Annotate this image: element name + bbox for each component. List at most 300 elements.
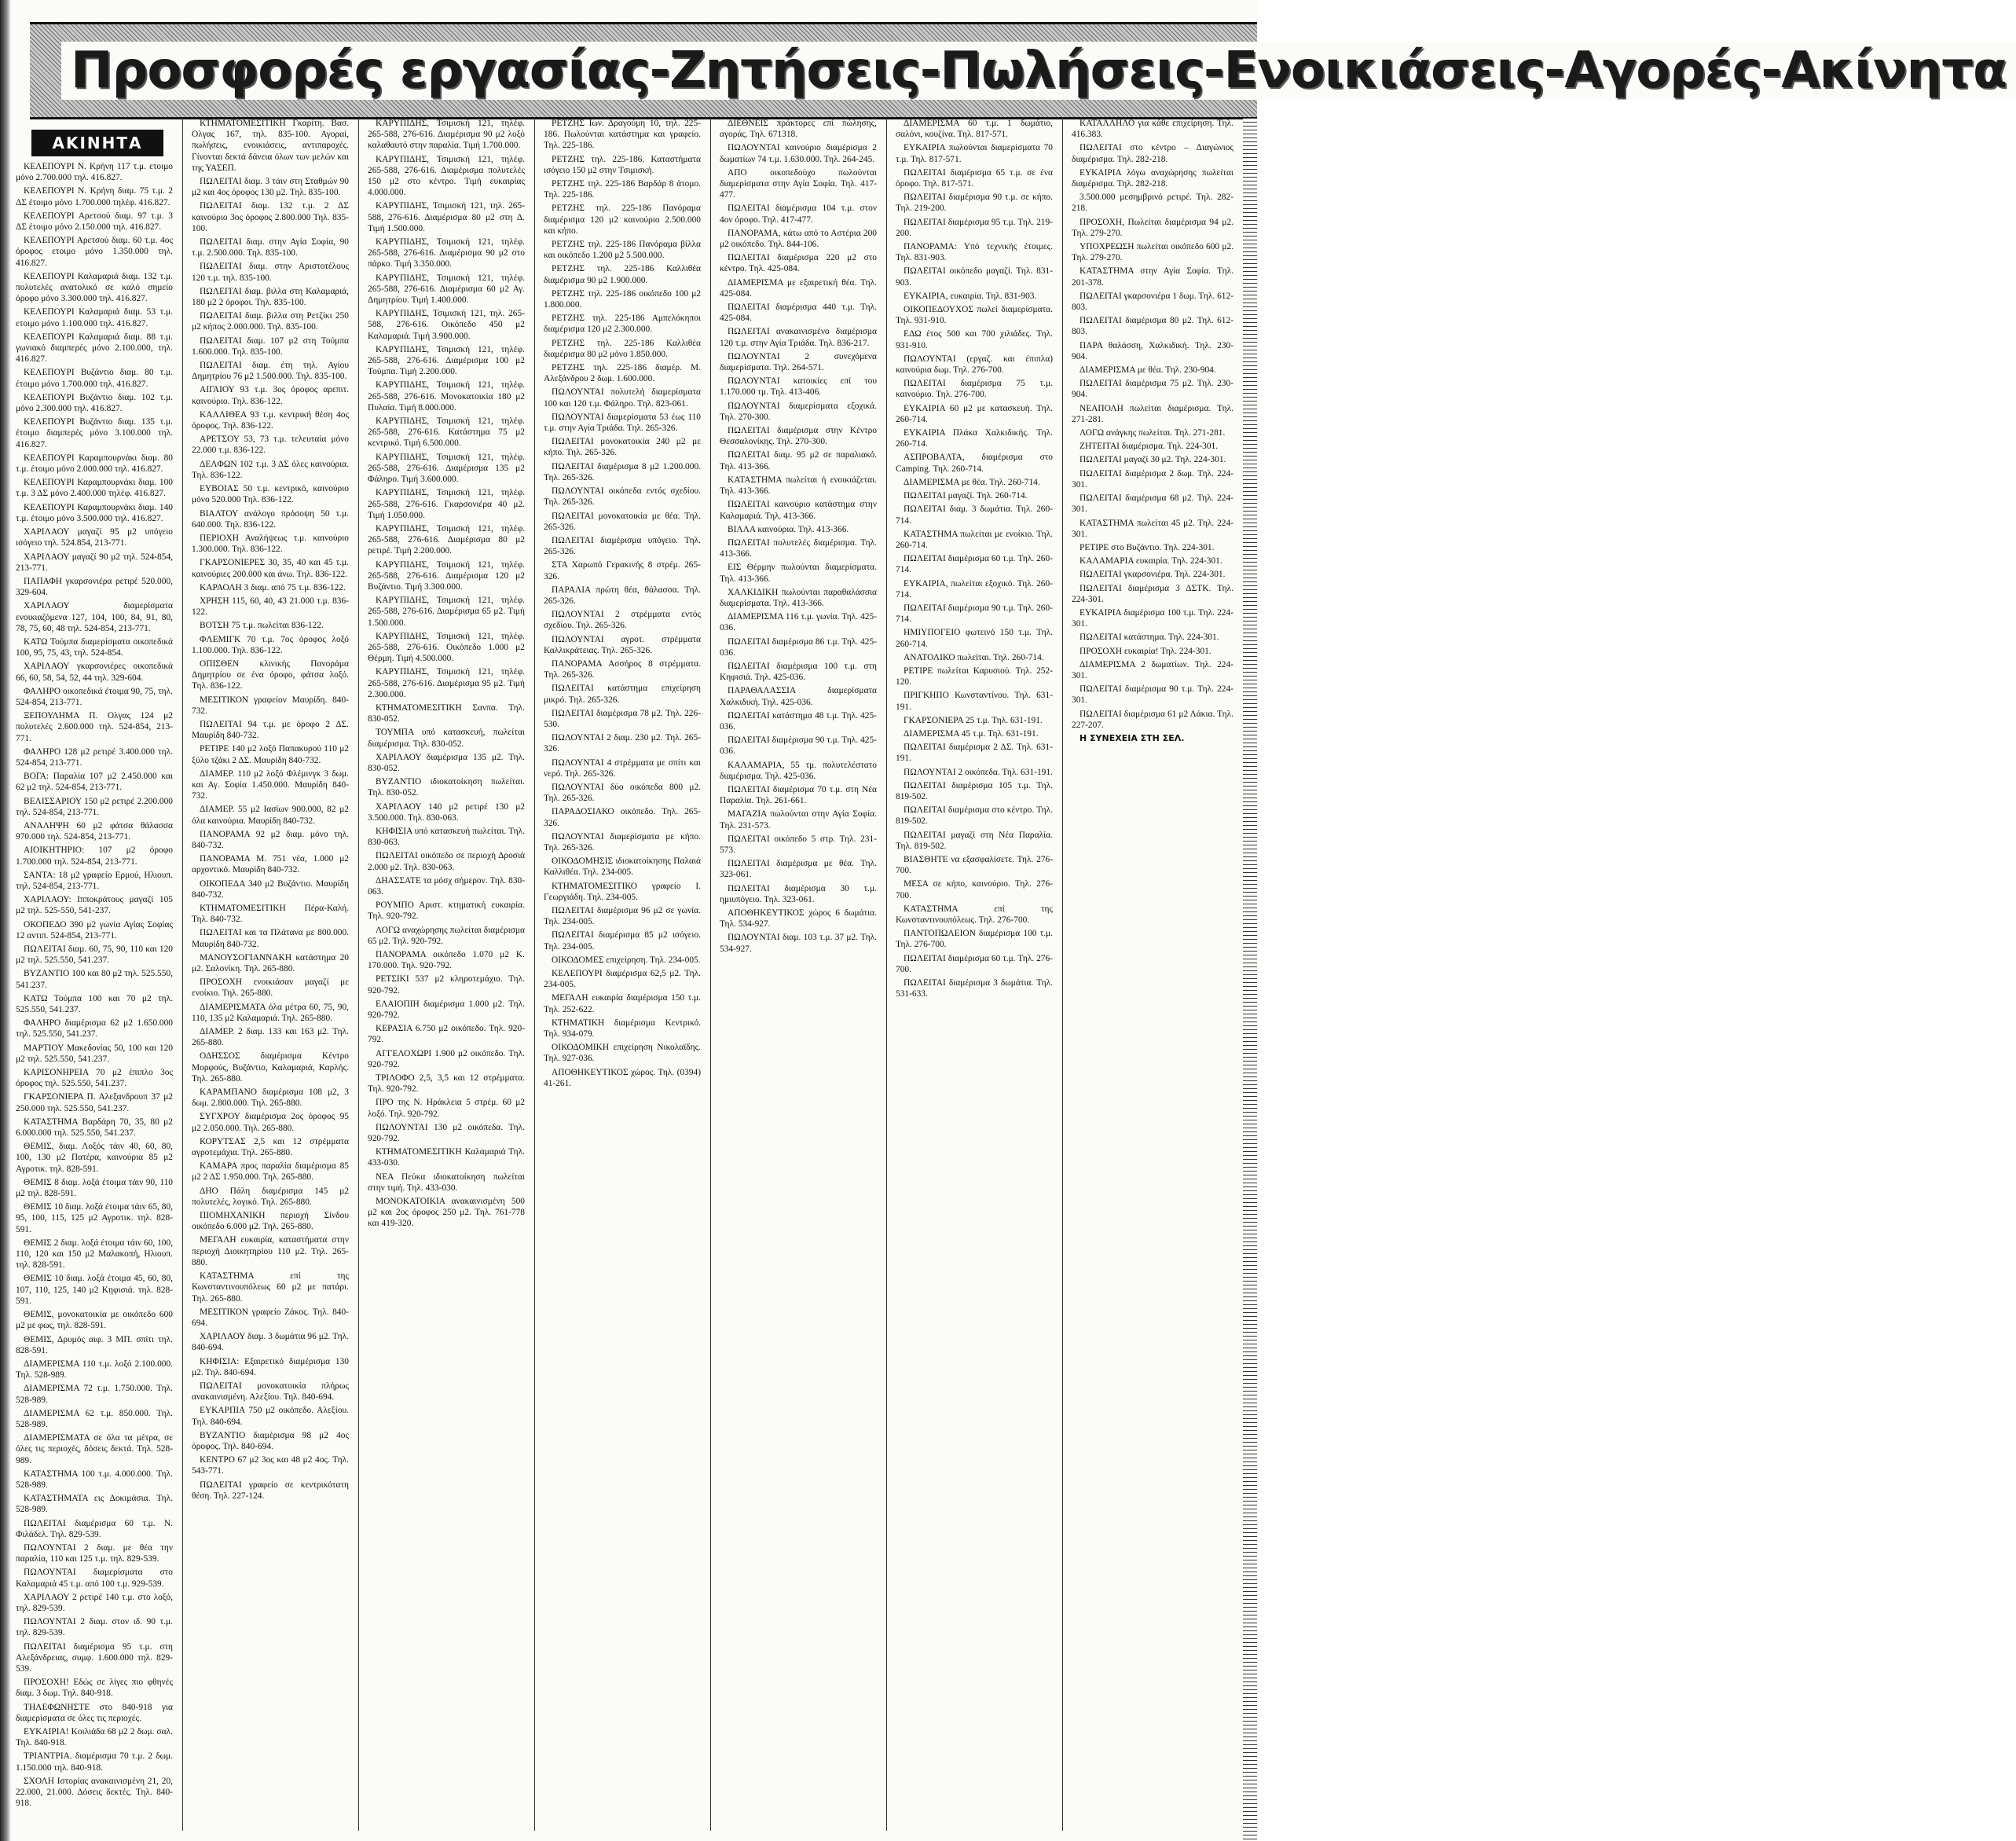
- classified-ad: ΚΑΡΥΠΙΔΗΣ, Τσιμισκή 121, τηλέφ. 265-588, 276-616. Διαμέρισμα 80 μ2 ρετιρέ. Τιμή 2.200.000.: [368, 523, 525, 556]
- classified-ad: ΡΕΤΖΗΣ τηλ. 225-186 Αμπελόκηποι διαμέρισμα 120 μ2 2.300.000.: [544, 314, 701, 335]
- classified-ad: ΚΑΡΥΠΙΔΗΣ, Τσιμισκή 121, τηλέφ. 265-588, 276-616. Διαμέρισμα 95 μ2. Τιμή 2.300.000.: [368, 667, 525, 699]
- classified-ad: ΧΑΡΙΛΑΟΥ 140 μ2 ρετιρέ 130 μ2 3.500.000. Τηλ. 830-063.: [368, 801, 525, 823]
- classified-ad: ΠΑΡΑΔΟΣΙΑΚΟ οικόπεδο. Τηλ. 265-326.: [544, 807, 701, 828]
- classified-ad: ΠΩΛΕΙΤΑΙ διαμέρισμα 85 μ2 ισόγειο. Τηλ. 234-005.: [544, 930, 701, 952]
- classified-ad: ΕΥΚΑΙΡΙΑ! Κοιλιάδα 68 μ2 2 δωμ. σαλ. Τηλ. 840-918.: [16, 1727, 173, 1748]
- classified-ad: ΡΕΤΖΗΣ τηλ. 225-186. Καταστήματα ισόγειο 150 μ2 στην Τσιμισκή.: [544, 154, 701, 175]
- classified-ad: ΜΑΓΑΖΙΑ πωλούνται στην Αγία Σοφία. Τηλ. 231-573.: [720, 809, 877, 831]
- classified-ad: ΠΩΛΟΥΝΤΑΙ αγροτ. στρέμματα Καλλικράτειας. Τηλ. 265-326.: [544, 634, 701, 655]
- classifieds-banner: [30, 22, 2007, 119]
- classified-ad: ΓΚΑΡΣΟΝΙΕΡΕΣ 30, 35, 40 και 45 τ.μ. καινούριες 200.000 και άνω. Τηλ. 836-122.: [192, 558, 349, 579]
- classified-ad: ΡΕΤΙΡΕ στο Βυζάντιο. Τηλ. 224-301.: [1079, 542, 1215, 552]
- classified-ad: ΚΕΛΕΠΟΥΡΙ Καραμπουρνάκι διαμ. 100 τ.μ. 3 ΔΣ μόνο 2.400.000 τηλέφ. 416.827.: [16, 478, 173, 499]
- classified-ad: ΜΑΡΤΙΟΥ Μακεδονίας 50, 100 και 120 μ2 τηλ. 525.550, 541.237.: [16, 1043, 173, 1064]
- classified-ad: ΠΑΝΟΡΑΜΑ: Υπό τεχνικής έτοιμες. Τηλ. 831-903.: [896, 242, 1053, 263]
- classified-ad: ΑΙΟΙΚΗΤΗΡΙΟ: 107 μ2 όροφο 1.700.000 τηλ. 524-854, 213-771.: [16, 845, 173, 867]
- classified-ad: ΕΛΑΙΟΠΙΗ διαμέρισμα 1.000 μ2. Τηλ. 920-792.: [368, 999, 525, 1021]
- classified-ad: ΔΗΟ Πάλη διαμέρισμα 145 μ2 πολυτελές, λογικό. Τηλ. 265-880.: [192, 1186, 349, 1207]
- classified-ad: ΠΩΛΕΙΤΑΙ διαμέρισμα στην Κέντρο Θεσσαλονίκης. Τηλ. 270-300.: [720, 426, 877, 447]
- classified-ad: ΠΩΛΕΙΤΑΙ διαμέρισμα 61 μ2 Λάκια. Τηλ. 227-207.: [1072, 709, 1233, 730]
- classified-ad: ΔΗΑΣΣΑΤΕ τα μόσχ σήμερον. Τηλ. 830-063.: [368, 875, 525, 897]
- classified-ad: ΑΝΑΤΟΛΙΚΟ πωλείται. Τηλ. 260-714.: [904, 652, 1044, 662]
- classified-ad: ΠΩΛΟΥΝΤΑΙ κατοικίες επί του 1.170.000 τμ. Τηλ. 413-406.: [720, 376, 877, 398]
- classified-ad: ΠΑΡΑ θαλάσση, Χαλκιδική. Τηλ. 230-904.: [1072, 340, 1233, 361]
- classified-ad: ΒΥΖΑΝΤΙΟ διαμέρισμα 98 μ2 4ος όροφος. Τηλ. 840-694.: [192, 1430, 349, 1451]
- classified-ad: ΠΩΛΕΙΤΑΙ καινούριο κατάστημα στην Καλαμαριά. Τηλ. 413-366.: [720, 500, 877, 521]
- classified-ad: ΚΕΛΕΠΟΥΡΙ Αρετσού διαμ. 97 τ.μ. 3 ΔΣ έτοιμο μόνο 2.150.000 τηλ. 416.827.: [16, 211, 173, 233]
- classified-ad: ΠΩΛΕΙΤΑΙ διαμ. 107 μ2 στη Τούμπα 1.600.000. Τηλ. 835-100.: [192, 336, 349, 357]
- classified-ad: ΠΩΛΟΥΝΤΑΙ διαμερίσματα με κήπο. Τηλ. 265-326.: [544, 831, 701, 853]
- classified-ad: ΔΙΑΜΕΡ. 55 μ2 Ιασίων 900.000, 82 μ2 όλα καινούρια. Μαυρίδη 840-732.: [192, 805, 349, 826]
- classified-ad: ΚΑΤΩ Τούμπα 100 και 70 μ2 τηλ. 525.550, 541.237.: [16, 993, 173, 1015]
- classified-ad: ΠΩΛΕΙΤΑΙ διαμ. 3 τάιν στη Σταθμών 90 μ2 και 4ος όροφος 130 μ2. Τηλ. 835-100.: [192, 177, 349, 198]
- classified-ad: ΠΩΛΕΙΤΑΙ διαμ. 60, 75, 90, 110 και 120 μ2 τηλ. 525.550, 541.237.: [16, 944, 173, 966]
- classified-ad: ΕΙΣ Θέρμην πωλούνται διαμερίσματα. Τηλ. 413-366.: [720, 563, 877, 584]
- classified-ad: ΕΥΚΑΙΡΙΑ διαμέρισμα 100 τ.μ. Τηλ. 224-301.: [1072, 607, 1233, 629]
- classified-ad: ΚΑΤΑΣΤΗΜΑΤΑ εις Δοκιμάσια. Τηλ. 528-989.: [16, 1494, 173, 1515]
- classified-ad: ΧΑΡΙΛΑΟΥ 2 ρετιρέ 140 τ.μ. στο λοξό, τηλ. 829-539.: [16, 1592, 173, 1613]
- classified-ad: ΠΡΟΣΟΧΗ ενοικιάσαν μαγαζί με ενοίκιο. Τηλ. 265-880.: [192, 977, 349, 999]
- classified-ad: ΟΙΚΟΔΟΜΗΣΙΣ ιδιοκατοίκησης Παλαιά Καλλιθέα. Τηλ. 234-005.: [544, 856, 701, 878]
- classified-ad: ΠΩΛΕΙΤΑΙ διαμέρισμα 68 μ2. Τηλ. 224-301.: [1072, 493, 1233, 515]
- classified-ad: ΚΑΡΥΠΙΔΗΣ, Τσιμισκή 121, τηλέφ. 265-588, 276-616. Διαμέρισμα 100 μ2 Τούμπα. Τιμή 2.200.000.: [368, 344, 525, 377]
- classified-ad: ΧΡΗΣΗ 115, 60, 40, 43 21.000 τ.μ. 836-122.: [192, 596, 349, 618]
- classified-ad: ΘΕΜΙΣ, μονοκατοικία με οικόπεδο 600 μ2 με φως, τηλ. 828-591.: [16, 1310, 173, 1331]
- classified-ad: ΤΗΛΕΦΩΝΗΣΤΕ στο 840-918 για διαμερίσματα σε όλες τις περιοχές.: [16, 1702, 173, 1723]
- classified-ad: ΣΥΓΧΡΟΥ διαμέρισμα 2ος όροφος 95 μ2 2.050.000. Τηλ. 265-880.: [192, 1112, 349, 1133]
- classified-ad: ΠΩΛΕΙΤΑΙ διαμ. έτη τηλ. Αγίου Δημητρίου 76 μ2 1.500.000. Τηλ. 835-100.: [192, 361, 349, 382]
- classified-ad: ΠΩΛΕΙΤΑΙ 94 τ.μ. με όροφο 2 ΔΣ. Μαυρίδη 840-732.: [192, 719, 349, 741]
- classified-ad: ΠΑΡΑΛΙΑ πρώτη θέα, θάλασσα. Τηλ. 265-326.: [544, 585, 701, 606]
- classified-ad: ΠΩΛΕΙΤΑΙ διαμέρισμα 60 τ.μ. Τηλ. 260-714.: [896, 554, 1053, 575]
- page-edge-shadow: [0, 0, 11, 1841]
- classified-ad: ΠΩΛΟΥΝΤΑΙ διαμ. 103 τ.μ. 37 μ2. Τηλ. 534-927.: [720, 933, 877, 954]
- classified-ad: ΔΙΑΜΕΡ. 2 διαμ. 133 και 163 μ2. Τηλ. 265-880.: [192, 1027, 349, 1048]
- classified-ad: ΑΣΠΡΟΒΑΛΤΑ, διαμέρισμα στο Camping. Τηλ. 260-714.: [896, 453, 1053, 474]
- classified-ad: ΠΩΛΟΥΝΤΑΙ καινούριο διαμέρισμα 2 δωματίων 74 τ.μ. 1.630.000. Τηλ. 264-245.: [720, 143, 877, 164]
- classified-ad: ΠΩΛΕΙΤΑΙ μαγαζί. Τηλ. 260-714.: [904, 491, 1028, 501]
- classified-ad: ΕΥΚΑΡΠΙΑ 750 μ2 οικόπεδο. Αλεξίου. Τηλ. 840-694.: [192, 1406, 349, 1427]
- classified-column-5: [720, 118, 877, 1831]
- classified-ad: ΠΩΛΕΙΤΑΙ διαμέρισμα υπόγειο. Τηλ. 265-326.: [544, 535, 701, 557]
- classified-ad: ΠΑΝΟΡΑΜΑ Μ. 751 νέα, 1.000 μ2 αρχοντικό. Μαυρίδη 840-732.: [192, 854, 349, 875]
- classified-ad: ΧΑΡΙΛΑΟΥ μαγαζί 95 μ2 υπόγειο ισόγειο τηλ. 524.854, 213-771.: [16, 527, 173, 548]
- classified-ad: ΚΕΛΕΠΟΥΡΙ Βυζάντιο διαμ. 102 τ.μ. μόνο 2.300.000 τηλ. 416.827.: [16, 392, 173, 414]
- classified-ad: ΒΙΑΣΘΗΤΕ να εξασφαλίσετε. Τηλ. 276-700.: [896, 854, 1053, 876]
- classified-ad: ΠΩΛΟΥΝΤΑΙ (εργαζ. και έπιπλα) καινούρια δωμ. Τηλ. 276-700.: [896, 354, 1053, 376]
- classified-ad: ΜΕΓΑΛΗ ευκαιρία, καταστήματα στην περιοχή Διοικητηρίου 110 μ2. Τηλ. 265-880.: [192, 1235, 349, 1267]
- classified-ad: ΘΕΜΙΣ 2 διαμ. λοξά έτοιμα τάιν 60, 100, 110, 120 και 150 μ2 Μαλακοπή, Ηλιουπ. τηλ. 828-591.: [16, 1238, 173, 1271]
- classified-ad: ΔΙΑΜΕΡΙΣΜΑ 72 τ.μ. 1.750.000. Τηλ. 528-989.: [16, 1384, 173, 1405]
- classified-ad: ΠΩΛΕΙΤΑΙ διαμέρισμα 2 ΔΣ. Τηλ. 631-191.: [896, 743, 1053, 764]
- classified-ad: ΔΙΑΜΕΡ. 110 μ2 λοξό Φλέμινγκ 3 δωμ. και Αγ. Σοφία 1.450.000. Μαυρίδη 840-732.: [192, 768, 349, 801]
- classified-ad: ΧΑΡΙΛΑΟΥ διαμέρισμα 135 μ2. Τηλ. 830-052.: [368, 752, 525, 773]
- classified-ad: ΠΩΛΕΙΤΑΙ μονοκατοικία με θέα. Τηλ. 265-326.: [544, 511, 701, 532]
- classified-ad: ΣΧΟΛΗ Ιστορίας ανακαινισμένη 21, 20, 22.000, 21.000. Δόσεις δεκτές. Τηλ. 840-918.: [16, 1776, 173, 1809]
- classified-ad: ΟΔΗΣΣΟΣ διαμέρισμα Κέντρο Μορφούς, Βυζάντιο, Καλαμαριά, Καρλής. Τηλ. 265-880.: [192, 1051, 349, 1084]
- classified-ad: ΒΟΓΑ: Παραλία 107 μ2 2.450.000 και 62 μ2 τηλ. 524-854, 213-771.: [16, 772, 173, 793]
- classified-ad: ΔΙΑΜΕΡΙΣΜΑ με θέα. Τηλ. 260-714.: [904, 477, 1040, 487]
- classified-ad: ΠΩΛΕΙΤΑΙ οικόπεδο μαγαζί. Τηλ. 831-903.: [896, 266, 1053, 288]
- classified-ad: ΚΕΛΕΠΟΥΡΙ Ν. Κρήνη διαμ. 75 τ.μ. 2 ΔΣ έτοιμο μόνο 1.700.000 τηλέφ. 416.827.: [16, 186, 173, 207]
- classified-ad: ΔΙΑΜΕΡΙΣΜΑ 60 τ.μ. 1 δωμάτιο, σαλόνι, κουζίνα. Τηλ. 817-571.: [896, 119, 1053, 140]
- classified-ad: ΚΤΗΜΑΤΟΜΕΣΙΤΙΚΗ Πέρα-Καλή. Τηλ. 840-732.: [192, 904, 349, 925]
- classified-ad: ΠΩΛΕΙΤΑΙ διαμέρισμα 105 τ.μ. Τηλ. 819-502.: [896, 780, 1053, 801]
- column-rule: [886, 118, 887, 1831]
- classified-ad: ΠΩΛΕΙΤΑΙ διαμέρισμα 78 μ2. Τηλ. 226-530.: [544, 708, 701, 729]
- classified-column-2: [192, 118, 349, 1831]
- classified-ad: ΑΝΑΛΗΨΗ 60 μ2 φάτσα θάλασσα 970.000 τηλ. 524-854, 213-771.: [16, 820, 173, 842]
- classified-ad: ΚΕΡΑΣΙΑ 6.750 μ2 οικόπεδο. Τηλ. 920-792.: [368, 1024, 525, 1045]
- classified-ad: ΠΩΛΕΙΤΑΙ κατάστημα. Τηλ. 224-301.: [1079, 633, 1219, 643]
- classified-ad: ΚΑΤΑΣΤΗΜΑ πωλείται 45 μ2. Τηλ. 224-301.: [1072, 518, 1233, 539]
- classified-ad: ΓΚΑΡΣΟΝΙΕΡΑ Π. Αλεξανδρουπ 37 μ2 250.000 τηλ. 525.550, 541.237.: [16, 1092, 173, 1113]
- classified-ad: ΜΑΝΟΥΣΟΓΙΑΝΝΑΚΗ κατάστημα 20 μ2. Σαλονίκη. Τηλ. 265-880.: [192, 952, 349, 974]
- classified-ad: ΠΩΛΟΥΝΤΑΙ διαμερίσματα εξοχικά. Τηλ. 270-300.: [720, 401, 877, 422]
- classified-ad: ΦΑΛΗΡΟ οικοπεδικά έτοιμα 90, 75, τηλ. 524-854, 213-771.: [16, 686, 173, 707]
- classified-ad: ΡΕΤΖΗΣ τηλ. 225-186 Βαρδάρ 8 άτομο. Τηλ. 225-186.: [544, 179, 701, 200]
- classified-ad: ΑΡΕΤΣΟΥ 53, 73 τ.μ. τελευταία μόνο 22.000 τ.μ. 836-122.: [192, 435, 349, 456]
- classified-ad: ΠΩΛΕΙΤΑΙ πολυτελές διαμέρισμα. Τηλ. 413-366.: [720, 537, 877, 559]
- classified-ad: ΠΩΛΕΙΤΑΙ και τα Πλάτανα με 800.000. Μαυρίδη 840-732.: [192, 928, 349, 949]
- classified-ad: ΠΩΛΕΙΤΑΙ διαμέρισμα 2 δωμ. Τηλ. 224-301.: [1072, 468, 1233, 490]
- classified-ad: ΠΩΛΕΙΤΑΙ διαμ. 3 δωμάτια. Τηλ. 260-714.: [896, 504, 1053, 526]
- classified-ad: ΠΑΠΑΦΗ γκαρσονιέρα ρετιρέ 520.000, 329-604.: [16, 576, 173, 598]
- classified-ad: ΡΟΥΜΠΟ Αριστ. κτηματική ευκαιρία. Τηλ. 920-792.: [368, 900, 525, 922]
- classified-ad: ΠΩΛΕΙΤΑΙ διαμέρισμα 90 τ.μ. Τηλ. 224-301.: [1072, 684, 1233, 706]
- classified-ad: ΕΥΚΑΙΡΙΑ λόγω αναχώρησης πωλείται διαμέρισμα. Τηλ. 282-218.: [1072, 167, 1233, 189]
- classified-ad: ΠΑΝΟΡΑΜΑ, κάτω από το Αστέρια 200 μ2 οικόπεδο. Τηλ. 844-106.: [720, 228, 877, 250]
- classified-ad: ΠΩΛΕΙΤΑΙ διαμέρισμα 95 τ.μ. στη Αλεξάνδρειας, συμφ. 1.600.000 τηλ. 829-539.: [16, 1641, 173, 1674]
- classified-ad: ΜΕΣΙΤΙΚΟΝ γραφείο Ζάκος. Τηλ. 840-694.: [192, 1307, 349, 1328]
- classified-ad: ΕΥΚΑΙΡΙΑ πωλούνται διαμερίσματα 70 τ.μ. Τηλ. 817-571.: [896, 143, 1053, 164]
- classified-ad: ΠΩΛΕΙΤΑΙ γκαρσονιέρα 1 δωμ. Τηλ. 612-803.: [1072, 291, 1233, 313]
- classified-ad: ΚΕΛΕΠΟΥΡΙ Βυζάντιο διαμ. 135 τ.μ. έτοιμο διαμπερές μόνο 3.100.000 τηλ. 416.827.: [16, 417, 173, 449]
- classified-ad: ΧΑΡΙΛΑΟΥ διαμερίσματα ενοικιαζόμενα 127, 104, 100, 84, 91, 80, 78, 75, 60, 48 τηλ. 524-854, 213-771.: [16, 601, 173, 633]
- classified-ad: ΠΩΛΟΥΝΤΑΙ 2 διαμ. 230 μ2. Τηλ. 265-326.: [544, 733, 701, 754]
- classified-ad: ΚΑΤΑΛΛΗΛΟ για κάθε επιχείρηση. Τηλ. 416.383.: [1072, 119, 1233, 140]
- classified-ad: ΚΑΤΑΣΤΗΜΑ πωλείται με ενοίκιο. Τηλ. 260-714.: [896, 529, 1053, 550]
- classified-ad: ΠΩΛΕΙΤΑΙ διαμ. στην Αριστοτέλους 120 τ.μ. τηλ. 835-100.: [192, 262, 349, 283]
- classified-ad: ΠΡΟΣΟΧΗ ευκαιρία! Τηλ. 224-301.: [1079, 646, 1211, 656]
- classified-ad: ΠΑΝΟΡΑΜΑ Ασσήρος 8 στρέμματα. Τηλ. 265-326.: [544, 658, 701, 680]
- classified-ad: ΚΑΡΥΠΙΔΗΣ, Τσιμισκή 121, τηλέφ. 265-588, 276-616. Διαμέρισμα 135 μ2 Φάληρο. Τιμή 3.600.000.: [368, 452, 525, 485]
- classified-ad: ΜΕΣΑ σε κήπο, καινούριο. Τηλ. 276-700.: [896, 879, 1053, 900]
- classified-ad: ΒΟΤΣΗ 75 τ.μ. πωλείται 836-122.: [200, 621, 324, 631]
- classified-ad: ΠΑΝΤΟΠΩΛΕΙΟΝ διαμέρισμα 100 τ.μ. Τηλ. 276-700.: [896, 929, 1053, 950]
- classified-ad: ΠΡΙΓΚΗΠΟ Κωνσταντίνου. Τηλ. 631-191.: [896, 691, 1053, 712]
- classified-ad: ΞΕΠΟΥΛΗΜΑ Π. Ολγας 124 μ2 πολυτελές 2.600.000 τηλ. 524-854, 213-771.: [16, 711, 173, 743]
- classified-ad: ΟΙΚΟΔΟΜΕΣ επιχείρηση. Τηλ. 234-005.: [552, 955, 701, 965]
- classified-ad: ΠΩΛΕΙΤΑΙ διαμέρισμα 80 μ2. Τηλ. 612-803.: [1072, 316, 1233, 337]
- classified-ad: ΑΓΓΕΛΟΧΩΡΙ 1.900 μ2 οικόπεδο. Τηλ. 920-792.: [368, 1048, 525, 1069]
- classified-ad: ΚΑΡΑΟΛΗ 3 διαμ. από 75 τ.μ. 836-122.: [200, 582, 346, 592]
- classified-ad: ΚΕΛΕΠΟΥΡΙ Καλαμαριά διαμ. 53 τ.μ. ετοιμο μόνο 1.100.000 τηλ. 416.827.: [16, 307, 173, 328]
- classified-ad: ΚΑΡΥΠΙΔΗΣ, Τσιμισκή 121, τηλέφ. 265-588, 276-616. Μονοκατοικία 180 μ2 Πυλαία. Τιμή 8.000.000.: [368, 380, 525, 413]
- classified-ad: ΠΩΛΕΙΤΑΙ μονοκατοικία πλήρως ανακαινισμένη. Αλεξίου. Τηλ. 840-694.: [192, 1381, 349, 1403]
- classified-ad: ΕΥΚΑΙΡΙΑ, πωλείται εξοχικό. Τηλ. 260-714.: [896, 578, 1053, 600]
- classified-ad: ΠΩΛΕΙΤΑΙ οικόπεδο σε περιοχή Δροσιά 2.000 μ2. Τηλ. 830-063.: [368, 851, 525, 872]
- classified-ad: ΚΑΡΥΠΙΔΗΣ, Τσιμισκή 121, τηλέφ. 265-588, 276-616. Διαμέρισμα 60 μ2 Αγ. Δημητρίου. Τιμή 1.400.000.: [368, 273, 525, 306]
- classified-ad: ΒΥΖΑΝΤΙΟ 100 και 80 μ2 τηλ. 525.550, 541.237.: [16, 969, 173, 990]
- classified-ad: ΠΩΛΕΙΤΑΙ διαμέρισμα 90 τ.μ. Τηλ. 260-714.: [896, 603, 1053, 625]
- classified-ad: ΧΑΡΙΛΑΟΥ μαγαζί 90 μ2 τηλ. 524-854, 213-771.: [16, 552, 173, 573]
- classified-ad: 3.500.000 μεσημβρινό ρετιρέ. Τηλ. 282-218.: [1072, 193, 1233, 214]
- classified-ad: ΠΩΛΕΙΤΑΙ διαμέρισμα 90 τ.μ. Τηλ. 425-036.: [720, 735, 877, 757]
- classified-ad: ΒΥΖΑΝΤΙΟ ιδιοκατοίκηση πωλείται. Τηλ. 830-052.: [368, 777, 525, 798]
- classified-ad: ΠΩΛΕΙΤΑΙ διαμέρισμα 70 τ.μ. στη Νέα Παραλία. Τηλ. 261-661.: [720, 784, 877, 806]
- classified-column-6: [896, 118, 1053, 1831]
- classified-ad: ΚΑΡΥΠΙΔΗΣ, Τσιμισκή 121, τηλέφ. 265-588, 276-616. Κατάστημα 75 μ2 κεντρικό. Τιμή 6.500.000.: [368, 416, 525, 449]
- classified-ad: ΧΑΡΙΛΑΟΥ διαμ. 3 δωμάτια 96 μ2. Τηλ. 840-694.: [192, 1332, 349, 1353]
- classified-ad: ΚΑΤΩ Τούμπα διαμερίσματα οικοπεδικά 100, 95, 75, 43, τηλ. 524-854.: [16, 636, 173, 658]
- classified-ad: ΒΙΑΛΤΟΥ ανάλογο πρόσοψη 50 τ.μ. 640.000. Τηλ. 836-122.: [192, 508, 349, 530]
- classified-ad: ΠΕΡΙΟΧΗ Αναλήψεως τ.μ. καινούριο 1.300.000. Τηλ. 836-122.: [192, 533, 349, 555]
- classified-ad: ΚΑΛΛΙΘΕΑ 93 τ.μ. κεντρική θέση 4ος όροφος. Τηλ. 836-122.: [192, 409, 349, 431]
- classified-ad: ΠΩΛΟΥΝΤΑΙ 4 στρέμματα με σπίτι και νερό. Τηλ. 265-326.: [544, 757, 701, 779]
- classified-ad: ΧΑΛΚΙΔΙΚΗ πωλούνται παραθαλάσσια διαμερίσματα. Τηλ. 413-366.: [720, 587, 877, 608]
- classified-ad: ΔΙΑΜΕΡΙΣΜΑ 62 τ.μ. 850.000. Τηλ. 528-989.: [16, 1408, 173, 1429]
- classified-ad: ΚΕΛΕΠΟΥΡΙ Καραμπουρνάκι διαμ. 140 τ.μ. έτοιμο μόνο 3.500.000 τηλ. 416.827.: [16, 502, 173, 523]
- classified-ad: ΠΩΛΕΙΤΑΙ οικόπεδο 5 στρ. Τηλ. 231-573.: [720, 834, 877, 855]
- classified-ad: ΠΩΛΟΥΝΤΑΙ 2 στρέμματα εντός σχεδίου. Τηλ. 265-326.: [544, 610, 701, 631]
- classified-ad: ΝΕΑΠΟΛΗ πωλείται διαμέρισμα. Τηλ. 271-281.: [1072, 403, 1233, 424]
- classified-ad: ΥΠΟΧΡΕΩΣΗ πωλείται οικόπεδο 600 μ2. Τηλ. 279-270.: [1072, 242, 1233, 263]
- classified-ad: ΝΕΑ Πεύκα ιδιοκατοίκηση πωλείται στην τιμή. Τηλ. 433-030.: [368, 1172, 525, 1193]
- classified-ad: ΚΑΡΥΠΙΔΗΣ, Τσιμισκή 121, τηλέφ. 265-588, 276-616. Διαμέρισμα 90 μ2 στο πάρκο. Τιμή 3.350.000.: [368, 237, 525, 270]
- classified-ad: ΠΩΛΕΙΤΑΙ διαμέρισμα 100 τ.μ. στη Κηφισιά. Τηλ. 425-036.: [720, 661, 877, 683]
- classified-ad: ΑΠΟ οικοπεδούχο πωλούνται διαμερίσματα στην Αγία Σοφία. Τηλ. 417-477.: [720, 167, 877, 200]
- classified-ad: ΚΕΛΕΠΟΥΡΙ Αρετσού διαμ. 60 τ.μ. 4ος όροφος ετοιμο μόνο 1.350.000 τηλ. 416.827.: [16, 236, 173, 268]
- classified-ad: ΠΩΛΕΙΤΑΙ διαμέρισμα 96 μ2 σε γωνία. Τηλ. 234-005.: [544, 906, 701, 927]
- classified-ad: ΔΙΑΜΕΡΙΣΜΑΤΑ όλα μέτρα 60, 75, 90, 110, 135 μ2 Καλαμαριά. Τηλ. 265-880.: [192, 1002, 349, 1023]
- classified-ad: ΡΕΤΖΗΣ Ιων. Δραγούμη 10, τηλ. 225-186. Πωλούνται κατάστημα και γραφείο. Τηλ. 225-186.: [544, 119, 701, 151]
- classified-ad: ΛΟΓΩ αναχώρησης πωλείται διαμέρισμα 65 μ2. Τηλ. 920-792.: [368, 925, 525, 946]
- classified-ad: ΒΕΛΙΣΣΑΡΙΟΥ 150 μ2 ρετιρέ 2.200.000 τηλ. 524-854, 213-771.: [16, 796, 173, 817]
- classified-ad: ΚΕΛΕΠΟΥΡΙ διαμέρισμα 62,5 μ2. Τηλ. 234-005.: [544, 969, 701, 990]
- classified-ad: ΠΩΛΕΙΤΑΙ μαγαζί 30 μ2. Τηλ. 224-301.: [1079, 455, 1226, 465]
- classified-ad: ΠΩΛΕΙΤΑΙ γραφείο σε κεντρικότατη θέση. Τηλ. 227-124.: [192, 1480, 349, 1501]
- classified-ad: ΘΕΜΙΣ, διαμ. Λοξός τάιν 40, 60, 80, 100, 130 μ2 Πατέρα, καινούρια 85 μ2 Αγροτικ. τηλ. 828-591.: [16, 1142, 173, 1174]
- classified-ad: ΕΥΚΑΙΡΙΑ, ευκαιρία. Τηλ. 831-903.: [904, 291, 1037, 301]
- classified-ad: ΡΕΤΙΡΕ 140 μ2 λοξό Παπακυρού 110 μ2 ξύλο τζάκι 2 ΔΣ. Μαυρίδη 840-732.: [192, 744, 349, 765]
- classified-ad: ΚΑΡΥΠΙΔΗΣ, Τσιμισκή 121, τηλέφ. 265-588, 276-616. Διαμέρισμα πολυτελές 150 μ2 στο κέντρο. Τιμή ευκαιρίας 4.000.000.: [368, 154, 525, 198]
- classified-ad: ΔΕΛΦΩΝ 102 τ.μ. 3 ΔΣ όλες καινούρια. Τηλ. 836-122.: [192, 459, 349, 480]
- classified-ad: ΟΠΙΣΘΕΝ κλινικής Πανοράμα Δημητρίου σε ένα όροφο, φάτσα λοξό. Τηλ. 836-122.: [192, 658, 349, 691]
- classified-ad: ΟΙΚΟΠΕΔΟΥΧΟΣ πωλεί διαμερίσματα. Τηλ. 931-910.: [896, 305, 1053, 326]
- classified-ad: ΠΩΛΕΙΤΑΙ διαμέρισμα 30 τ.μ. ημιυπόγειο. Τηλ. 323-061.: [720, 883, 877, 904]
- classified-ad: ΠΡΟ της Ν. Ηράκλεια 5 στρέμ. 60 μ2 λοξό. Τηλ. 920-792.: [368, 1098, 525, 1119]
- classified-ad: ΠΩΛΕΙΤΑΙ γκαρσονιέρα. Τηλ. 224-301.: [1079, 570, 1226, 580]
- page-edge-right: [1243, 118, 1257, 1841]
- classified-ad: ΚΕΛΕΠΟΥΡΙ Καλαμαριά διαμ. 88 τ.μ. γωνιακό διαμπερές μόνο 2.100.000, τηλ. 416.827.: [16, 332, 173, 365]
- classified-ad: ΟΚΟΠΕΔΟ 390 μ2 γωνία Αγίας Σοφίας 12 αντιπ. 524-854, 213-771.: [16, 919, 173, 941]
- classified-ad: ΠΩΛΕΙΤΑΙ διαμέρισμα 75 μ2. Τηλ. 230-904.: [1072, 379, 1233, 400]
- classified-ad: ΔΙΑΜΕΡΙΣΜΑΤΑ σε όλα τα μέτρα, σε όλες τις περιοχές, δόσεις δεκτά. Τηλ. 528-989.: [16, 1433, 173, 1465]
- classified-ad: ΠΑΝΟΡΑΜΑ οικόπεδο 1.070 μ2 Κ. 170.000. Τηλ. 920-792.: [368, 950, 525, 971]
- classified-ad: ΠΩΛΕΙΤΑΙ διαμέρισμα 65 τ.μ. σε ένα όροφο. Τηλ. 817-571.: [896, 167, 1053, 189]
- classified-ad: ΚΑΡΥΠΙΔΗΣ, Τσιμισκή 121, τηλ. 265-588, 276-616. Διαμέρισμα 80 μ2 στη Δ. Τιμή 1.500.000.: [368, 201, 525, 233]
- classified-ad: ΦΛΕΜΙΓΚ 70 τ.μ. 7ος όροφος λοξό 1.100.000. Τηλ. 836-122.: [192, 634, 349, 655]
- classified-ad: ΚΑΤΑΣΤΗΜΑ Βαρδάρη 70, 35, 80 μ2 6.000.000 τηλ. 525.550, 541.237.: [16, 1117, 173, 1139]
- classified-ad: ΛΟΓΩ ανάγκης πωλείται. Τηλ. 271-281.: [1079, 428, 1226, 438]
- classified-ad: ΚΕΝΤΡΟ 67 μ2 3ος και 48 μ2 4ος. Τηλ. 543-771.: [192, 1455, 349, 1476]
- classified-ad: ΠΙΟΜΗΧΑΝΙΚΗ περιοχή Σίνδου οικόπεδο 6.000 μ2. Τηλ. 265-880.: [192, 1211, 349, 1232]
- classified-ad: ΧΑΡΙΛΑΟΥ γκαρσονιέρες οικοπεδικά 66, 60, 58, 54, 52, 44 τηλ. 329-604.: [16, 662, 173, 683]
- classified-ad: ΠΡΟΣΟΧΗ, Πωλείται διαμέρισμα 94 μ2. Τηλ. 279-270.: [1072, 217, 1233, 238]
- classified-ad: ΠΩΛΕΙΤΑΙ διαμ. 132 τ.μ. 2 ΔΣ καινούριο 3ος όροφος 2.800.000 Τηλ. 835-100.: [192, 201, 349, 233]
- classified-ad: ΠΩΛΕΙΤΑΙ διαμέρισμα 3 ΔΣΤΚ. Τηλ. 224-301.: [1072, 583, 1233, 604]
- classified-ad: ΚΑΡΑΜΠΑΝΟ διαμέρισμα 108 μ2, 3 δωμ. 2.800.000. Τηλ. 265-880.: [192, 1087, 349, 1109]
- classified-ad: ΘΕΜΙΣ 10 διαμ. λοξά έτοιμα τάιν 65, 80, 95, 100, 115, 125 μ2 Αγροτικ. τηλ. 828-591.: [16, 1202, 173, 1234]
- classified-ad: ΠΩΛΕΙΤΑΙ διαμέρισμα 440 τ.μ. Τηλ. 425-084.: [720, 303, 877, 324]
- classified-ad: ΚΤΗΜΑΤΟΜΕΣΙΤΙΚΗ Καλαμαριά Τηλ. 433-030.: [368, 1147, 525, 1168]
- continued-note: Η ΣΥΝΕΧΕΙΑ ΣΤΗ ΣΕΛ.: [1079, 732, 1185, 743]
- classified-ad: ΠΩΛΟΥΝΤΑΙ 2 οικόπεδα. Τηλ. 631-191.: [904, 767, 1053, 777]
- classified-ad: ΚΑΡΥΠΙΔΗΣ, Τσιμισκή 121, τηλέφ. 265-588, 276-616. Διαμέρισμα 90 μ2 λοξό καλαθαυτό στην παραλία. Τιμή 1.700.000.: [368, 119, 525, 151]
- classified-ad: ΤΡΙΛΟΦΟ 2,5, 3,5 και 12 στρέμματα. Τηλ. 920-792.: [368, 1073, 525, 1095]
- classified-ad: ΠΩΛΕΙΤΑΙ διαμέρισμα 8 μ2 1.200.000. Τηλ. 265-326.: [544, 461, 701, 482]
- classified-ad: ΚΤΗΜΑΤΙΚΗ διαμέρισμα Κεντρικό. Τηλ. 934-079.: [544, 1018, 701, 1040]
- classified-ad: ΚΑΡΥΠΙΔΗΣ, Τσιμισκή 121, τηλέφ. 265-588, 276-616. Διαμέρισμα 65 μ2. Τιμή 1.500.000.: [368, 596, 525, 628]
- classified-ad: ΠΩΛΕΙΤΑΙ στο κέντρο – Διαγώνιος διαμέρισμα. Τηλ. 282-218.: [1072, 143, 1233, 164]
- classified-ad: ΔΙΑΜΕΡΙΣΜΑ με θέα. Τηλ. 230-904.: [1079, 365, 1216, 376]
- classified-ad: ΠΩΛΕΙΤΑΙ διαμ. 95 μ2 σε παραλιακό. Τηλ. 413-366.: [720, 450, 877, 471]
- classified-ad: ΠΩΛΕΙΤΑΙ κατάστημα 48 τ.μ. Τηλ. 425-036.: [720, 710, 877, 732]
- classified-ad: ΡΕΤΖΗΣ τηλ. 225-186 Πανόραμα βίλλα και οικόπεδο 1.200 μ2 5.500.000.: [544, 240, 701, 261]
- classified-ad: ΠΩΛΕΙΤΑΙ διαμ. βιλλα στη Καλαμαριά, 180 μ2 2 όροφοι. Τηλ. 835-100.: [192, 286, 349, 308]
- classified-ad: ΕΥΚΑΙΡΙΑ Πλάκα Χαλκιδικής. Τηλ. 260-714.: [896, 428, 1053, 449]
- classified-ad: ΚΕΛΕΠΟΥΡΙ Καραμπουρνάκι διαμ. 80 τ.μ. έτοιμο μόνο 2.000.000 τηλ. 416.827.: [16, 453, 173, 475]
- classified-ad: ΠΩΛΟΥΝΤΑΙ 2 διαμ. με θέα την παραλία, 110 και 125 τ.μ. τηλ. 829-539.: [16, 1542, 173, 1564]
- classified-ad: ΠΩΛΟΥΝΤΑΙ δύο οικόπεδα 800 μ2. Τηλ. 265-326.: [544, 782, 701, 804]
- classified-ad: ΠΩΛΕΙΤΑΙ διαμ. βιλλα στη Ρετζίκι 250 μ2 κήπος 2.000.000. Τηλ. 835-100.: [192, 311, 349, 332]
- classified-ad: ΓΚΑΡΣΟΝΙΕΡΑ 25 τ.μ. Τηλ. 631-191.: [904, 715, 1043, 725]
- classified-ad: ΚΗΦΙΣΙΑ υπό κατασκευή πωλείται. Τηλ. 830-063.: [368, 826, 525, 848]
- classified-ad: ΠΩΛΕΙΤΑΙ διαμέρισμα 60 τ.μ. Ν. Φιλάδελ. Τηλ. 829-539.: [16, 1518, 173, 1539]
- classified-ad: ΠΩΛΟΥΝΤΑΙ διαμερίσματα 53 έως 110 τ.μ. στην Αγία Τριάδα. Τηλ. 265-326.: [544, 412, 701, 434]
- classified-ad: ΚΑΛΑΜΑΡΙΑ, 55 τμ. πολυτελέστατο διαμέρισμα. Τηλ. 425-036.: [720, 760, 877, 781]
- classified-ad: ΠΩΛΕΙΤΑΙ διαμέρισμα 90 τ.μ. σε κήπο. Τηλ. 219-200.: [896, 193, 1053, 214]
- classified-ad: ΠΩΛΕΙΤΑΙ διαμέρισμα 60 τ.μ. Τηλ. 276-700.: [896, 953, 1053, 974]
- classified-ad: ΧΑΡΙΛΑΟΥ: Ιπποκράτους μαγαζί 105 μ2 τηλ. 525-550, 541-237.: [16, 895, 173, 916]
- classified-ad: ΠΩΛΟΥΝΤΑΙ πολυτελή διαμερίσματα 100 και 120 τ.μ. Φάληρο. Τηλ. 823-061.: [544, 387, 701, 409]
- classified-ad: ΠΑΡΑΘΑΛΑΣΣΙΑ διαμερίσματα Χαλκιδική. Τηλ. 425-036.: [720, 686, 877, 707]
- classified-ad: ΠΩΛΕΙΤΑΙ διαμέρισμα 104 τ.μ. στον 4ον όροφο. Τηλ. 417-477.: [720, 204, 877, 225]
- classified-ad: ΕΥΒΟΙΑΣ 50 τ.μ. κεντρικό, καινούριο μόνο 520.000 Τηλ. 836-122.: [192, 484, 349, 505]
- classified-ad: ΚΑΤΑΣΤΗΜΑ 100 τ.μ. 4.000.000. Τηλ. 528-989.: [16, 1469, 173, 1490]
- classified-ad: ΠΩΛΕΙΤΑΙ διαμέρισμα στο κέντρο. Τηλ. 819-502.: [896, 805, 1053, 827]
- classified-ad: ΚΟΡΥΤΣΑΣ 2,5 και 12 στρέμματα αγροτεμάχια. Τηλ. 265-880.: [192, 1136, 349, 1158]
- classified-ad: ΠΩΛΕΙΤΑΙ μαγαζί στη Νέα Παραλία. Τηλ. 819-502.: [896, 830, 1053, 851]
- classified-ad: ΦΑΛΗΡΟ διαμέρισμα 62 μ2 1.650.000 τηλ. 525.550, 541.237.: [16, 1018, 173, 1040]
- classified-ad: ΑΙΓΑΙΟΥ 93 τ.μ. 3ος όροφος αρεπιτ. καινούριο. Τηλ. 836-122.: [192, 385, 349, 406]
- classified-ad: ΔΙΑΜΕΡΙΣΜΑ 45 τ.μ. Τηλ. 631-191.: [904, 728, 1039, 739]
- classified-ad: ΚΑΤΑΣΤΗΜΑ επί της Κωνσταντινουπόλεως. Τηλ. 276-700.: [896, 904, 1053, 925]
- classified-ad: ΡΕΤΙΡΕ πωλείται Καρυσιού. Τηλ. 252-120.: [896, 666, 1053, 688]
- classified-ad: ΠΩΛΕΙΤΑΙ διαμέρισμα με θέα. Τηλ. 323-061.: [720, 859, 877, 880]
- classified-ad: ΠΩΛΕΙΤΑΙ κατάστημα επιχείρηση μικρό. Τηλ. 265-326.: [544, 684, 701, 705]
- classified-ad: ΑΠΟΘΗΚΕΥΤΙΚΟΣ χώρος. Τηλ. (0394) 41-261.: [544, 1067, 701, 1088]
- classified-ad: ΚΑΡΥΠΙΔΗΣ, Τσιμισκή 121, τηλέφ. 265-588, 276-616. Διαμέρισμα 120 μ2 Βυζάντιο. Τιμή 3.300.000.: [368, 559, 525, 592]
- classified-ad: ΔΙΑΜΕΡΙΣΜΑ 2 δωματίων. Τηλ. 224-301.: [1072, 659, 1233, 680]
- classified-ad: ΠΩΛΟΥΝΤΑΙ οικόπεδα εντός σχεδίου. Τηλ. 265-326.: [544, 486, 701, 508]
- classified-ad: ΖΗΤΕΙΤΑΙ διαμέρισμα. Τηλ. 224-301.: [1079, 442, 1219, 452]
- classified-ad: ΔΙΕΘΝΕΙΣ πράκτορες επί πώλησης, αγοράς. Τηλ. 671318.: [720, 119, 877, 140]
- banner-title: Προσφορές εργασίας-Ζητήσεις-Πωλήσεις-Ενοικιάσεις-Αγορές-Ακίνητα: [61, 42, 2016, 100]
- classified-ad: ΔΙΑΜΕΡΙΣΜΑ με εξαιρετική θέα. Τηλ. 425-084.: [720, 277, 877, 299]
- classified-ad: ΤΟΥΜΠΑ υπό κατασκευή, πωλείται διαμέρισμα. Τηλ. 830-052.: [368, 728, 525, 749]
- classified-ad: ΤΡΙΑΝΤΡΙΑ. διαμέρισμα 70 τ.μ. 2 δωμ. 1.150.000 τηλ. 840-918.: [16, 1751, 173, 1773]
- classified-ad: ΠΩΛΕΙΤΑΙ διαμέρισμα 220 μ2 στο κέντρο. Τηλ. 425-084.: [720, 253, 877, 274]
- classified-ad: ΦΑΛΗΡΟ 128 μ2 ρετιρέ 3.400.000 τηλ. 524-854, 213-771.: [16, 746, 173, 768]
- column-rule: [710, 118, 711, 1831]
- classified-ad: ΠΩΛΟΥΝΤΑΙ 2 συνεχόμενα διαμερίσματα. Τηλ. 264-571.: [720, 351, 877, 373]
- classified-ad: ΠΡΟΣΟΧΗ! Εδώς σε λίγες πιο φθηνές διαμ. 3 δωμ. Τηλ. 840-918.: [16, 1678, 173, 1699]
- column-rule: [1062, 118, 1063, 1831]
- classified-ad: ΗΜΙΥΠΟΓΕΙΟ φωτεινό 150 τ.μ. Τηλ. 260-714.: [896, 628, 1053, 649]
- classified-ad: ΡΕΤΖΗΣ τηλ. 225-186 Καλλιθέα διαμέρισμα 80 μ2 μόνο 1.850.000.: [544, 338, 701, 359]
- classified-ad: ΚΤΗΜΑΤΟΜΕΣΙΤΙΚΗ Γκαρίτη. Βασ. Ολγας 167, τηλ. 835-100. Αγοραί, πωλήσεις, ενοικιάσεις, αντιπαροχές. Γίνονται δεκτά δάνεια όλων των μελών και της ΥΑΣΕΠ.: [192, 119, 349, 173]
- classified-ad: ΚΕΛΕΠΟΥΡΙ Ν. Κρήνη 117 τ.μ. ετοιμο μόνο 2.700.000 τηλ. 416.827.: [16, 162, 173, 183]
- classified-ad: ΠΩΛΟΥΝΤΑΙ διαμερίσματα στο Καλαμαριά 45 τ.μ. από 100 τ.μ. 929-539.: [16, 1568, 173, 1589]
- classified-ad: ΣΤΑ Χαρωπό Γερακινής 8 στρέμ. 265-326.: [544, 560, 701, 581]
- classified-ad: ΕΥΚΑΙΡΙΑ 60 μ2 με κατασκευή. Τηλ. 260-714.: [896, 403, 1053, 424]
- classified-ad: ΠΩΛΕΙΤΑΙ διαμέρισμα 75 τ.μ. καινούριο. Τηλ. 276-700.: [896, 379, 1053, 400]
- column-rule: [534, 118, 535, 1831]
- classified-ad: ΠΑΝΟΡΑΜΑ 92 μ2 διαμ. μόνο τηλ. 840-732.: [192, 829, 349, 850]
- classified-ad: ΡΕΤΖΗΣ τηλ. 225-186 οικόπεδο 100 μ2 1.800.000.: [544, 288, 701, 310]
- classified-ad: ΘΕΜΙΣ 10 διαμ. λοξά έτοιμα 45, 60, 80, 107, 110, 125, 140 μ2 Κηφισιά. τηλ. 828-591.: [16, 1274, 173, 1306]
- classified-ad: ΚΑΤΑΣΤΗΜΑ επί της Κωνσταντινουπόλεως 60 μ2 με πατάρι. Τηλ. 265-880.: [192, 1271, 349, 1304]
- classified-ad: ΕΔΩ έτος 500 και 700 χιλιάδες. Τηλ. 931-910.: [896, 329, 1053, 350]
- classified-ad: ΑΠΟΘΗΚΕΥΤΙΚΟΣ χώρος 6 δωμάτια. Τηλ. 534-927.: [720, 908, 877, 930]
- classified-ad: ΟΙΚΟΠΕΔΑ 340 μ2 Βυζάντιο. Μαυρίδη 840-732.: [192, 878, 349, 900]
- classified-ad: ΚΑΜΑΡΑ προς παραλία διαμέρισμα 85 μ2 2 ΔΣ 1.950.000. Τηλ. 265-880.: [192, 1161, 349, 1183]
- classified-ad: ΠΩΛΕΙΤΑΙ διαμέρισμα 3 δωμάτια. Τηλ. 531-633.: [896, 978, 1053, 999]
- classified-ad: ΠΩΛΟΥΝΤΑΙ 130 μ2 οικόπεδα. Τηλ. 920-792.: [368, 1122, 525, 1144]
- classified-ad: ΒΙΛΛΑ καινούρια. Τηλ. 413-366.: [728, 524, 849, 534]
- classified-ad: ΠΩΛΕΙΤΑΙ διαμέρισμα 86 τ.μ. Τηλ. 425-036.: [720, 636, 877, 658]
- classified-ad: ΚΗΦΙΣΙΑ: Εξαιρετικό διαμέρισμα 130 μ2. Τηλ. 840-694.: [192, 1356, 349, 1377]
- classified-ad: ΡΕΤΖΗΣ τηλ. 225-186 διαμέρ. Μ. Αλεξάνδρου 2 δωμ. 1.600.000.: [544, 363, 701, 384]
- classified-ad: ΚΤΗΜΑΤΟΜΕΣΙΤΙΚΗ Σανπα. Τηλ. 830-052.: [368, 702, 525, 724]
- column-rule: [182, 118, 183, 1831]
- column-rule: [358, 118, 359, 1831]
- classified-ad: ΚΑΤΑΣΤΗΜΑ στην Αγία Σοφία. Τηλ. 201-378.: [1072, 266, 1233, 288]
- classified-ad: ΚΑΤΑΣΤΗΜΑ πωλείται ή ενοικιάζεται. Τηλ. 413-366.: [720, 475, 877, 497]
- classified-ad: ΡΕΤΖΗΣ τηλ. 225-186 Πανόραμα διαμέρισμα 120 μ2 καινούριο 2.500.000 και κήπο.: [544, 204, 701, 236]
- classified-ad: ΚΕΛΕΠΟΥΡΙ Βυζάντιο διαμ. 80 τ.μ. έτοιμο μόνο 1.700.000 τηλ. 416.827.: [16, 368, 173, 389]
- classified-ad: ΘΕΜΙΣ, Δρυμός αιφ. 3 ΜΠ. σπίτι τηλ. 828-591.: [16, 1334, 173, 1355]
- classified-ad: ΚΑΡΥΠΙΔΗΣ, Τσιμισκή 121, τηλ. 265-588, 276-616. Οικόπεδο 450 μ2 Καλαμαριά. Τιμή 3.900.000.: [368, 309, 525, 341]
- classified-ad: ΠΩΛΕΙΤΑΙ διαμ. στην Αγία Σοφία, 90 τ.μ. 2.500.000. Τηλ. 835-100.: [192, 237, 349, 259]
- classified-ad: ΚΑΡΥΠΙΔΗΣ, Τσιμισκή 121, τηλέφ. 265-588, 276-616. Οικόπεδο 1.000 μ2 Θέρμη. Τιμή 4.500.000.: [368, 631, 525, 664]
- classified-ad: ΚΕΛΕΠΟΥΡΙ Καλαμαριά διαμ. 132 τ.μ. πολυτελές ανατολικό σε καλό σημείο όροφο μόνο 3.300.000 τηλ. 416.827.: [16, 271, 173, 304]
- classified-ad: ΚΑΡΙΣΟΝΗΡΕΙΑ 70 μ2 έπιπλο 3ος όροφος τηλ. 525.550, 541.237.: [16, 1068, 173, 1089]
- classified-ad: ΘΕΜΙΣ 8 διαμ. λοξά έτοιμα τάιν 90, 110 μ2 τηλ. 828-591.: [16, 1177, 173, 1199]
- classified-ad: ΜΕΓΑΛΗ ευκαιρία διαμέρισμα 150 τ.μ. Τηλ. 252-622.: [544, 993, 701, 1014]
- classified-ad: ΜΟΝΟΚΑΤΟΙΚΙΑ ανακαινισμένη 500 μ2 και 2ος όροφος 250 μ2. Τηλ. 761-778 και 419-320.: [368, 1197, 525, 1229]
- classified-ad: ΔΙΑΜΕΡΙΣΜΑ 110 τ.μ. λοξό 2.100.000. Τηλ. 528-989.: [16, 1359, 173, 1381]
- classified-ad: ΠΩΛΟΥΝΤΑΙ 2 διαμ. στον ιδ. 90 τ.μ. τηλ. 829-539.: [16, 1617, 173, 1638]
- classified-ad: ΠΩΛΕΙΤΑΙ μονοκατοικία 240 μ2 με κήπο. Τηλ. 265-326.: [544, 437, 701, 458]
- classified-ad: ΠΩΛΕΙΤΑΙ διαμέρισμα 95 τ.μ. Τηλ. 219-200.: [896, 217, 1053, 238]
- classified-ad: ΚΤΗΜΑΤΟΜΕΣΙΤΙΚΟ γραφείο Ι. Γεωργιάδη. Τηλ. 234-005.: [544, 881, 701, 902]
- classified-column-7: [1072, 118, 1233, 1831]
- classified-ad: ΟΙΚΟΔΟΜΙΚΗ επιχείρηση Νικολαϊδης. Τηλ. 927-036.: [544, 1043, 701, 1064]
- classified-ad: ΠΩΛΕΙΤΑΙ ανακαινισμένο διαμέρισμα 120 τ.μ. στην Αγία Τριάδα. Τηλ. 836-217.: [720, 327, 877, 348]
